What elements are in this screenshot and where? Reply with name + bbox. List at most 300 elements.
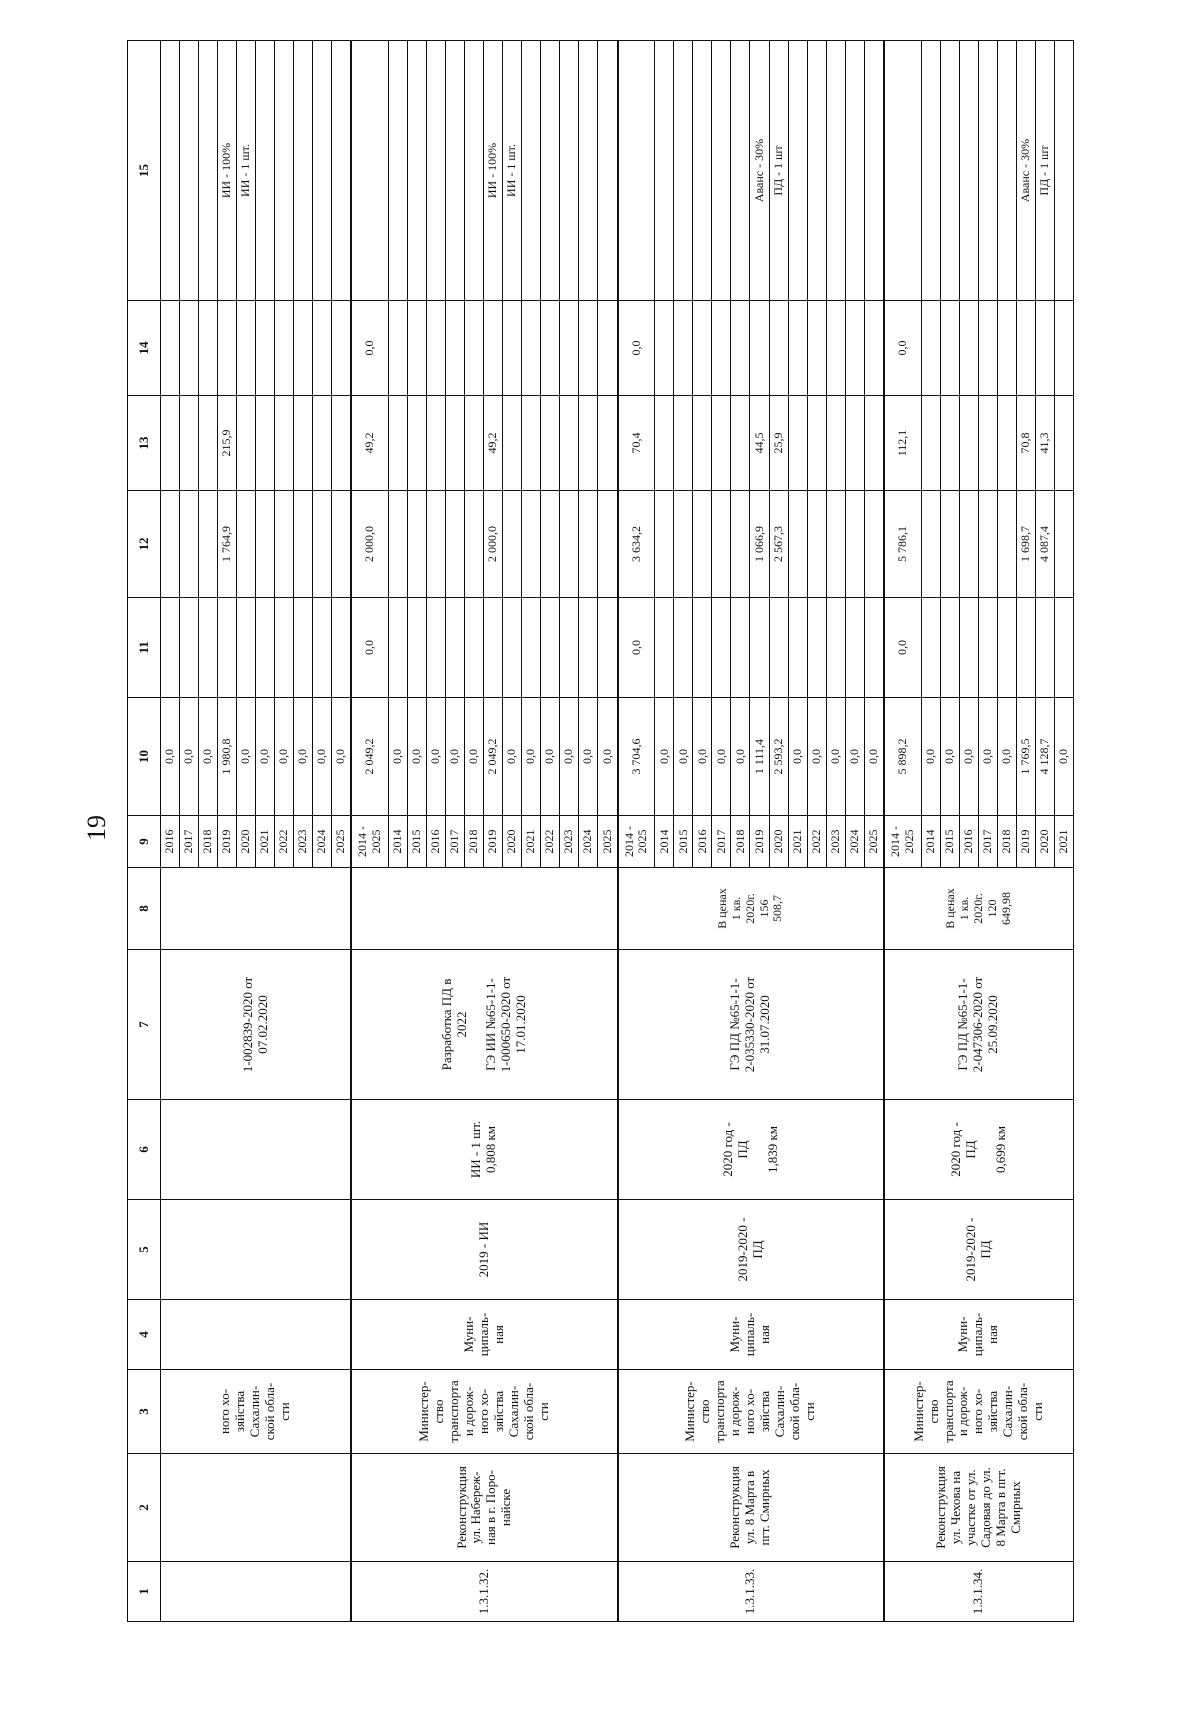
- note-cell: [161, 41, 180, 301]
- col14-cell: [598, 301, 618, 396]
- col12-cell: [826, 491, 845, 598]
- cost: В ценах 1 кв. 2020г. 156 508,7: [618, 868, 884, 950]
- year-cell: 2014: [921, 816, 940, 868]
- item-number: 1.3.1.34.: [884, 1562, 1074, 1622]
- year-cell: 2018: [465, 816, 484, 868]
- note-cell: [864, 41, 884, 301]
- note-cell: Аванс - 30%: [750, 41, 769, 301]
- total-col13-cell: 70,4: [618, 396, 655, 491]
- total-amount-cell: 2 049,2: [351, 698, 388, 816]
- note-cell: [256, 41, 275, 301]
- note-cell: [313, 41, 332, 301]
- col11-cell: [218, 598, 237, 698]
- col13-cell: 70,8: [1016, 396, 1035, 491]
- year-cell: 2019: [750, 816, 769, 868]
- year-cell: 2019: [484, 816, 503, 868]
- note-cell: [351, 41, 388, 301]
- col11-cell: [465, 598, 484, 698]
- amount-cell: 0,0: [332, 698, 352, 816]
- note-cell: [465, 41, 484, 301]
- col12-cell: [180, 491, 199, 598]
- year-cell: 2022: [541, 816, 560, 868]
- note-cell: [275, 41, 294, 301]
- col11-cell: [560, 598, 579, 698]
- col14-cell: [1054, 301, 1073, 396]
- col11-cell: [541, 598, 560, 698]
- col12-cell: [427, 491, 446, 598]
- year-cell: 2023: [826, 816, 845, 868]
- col14-cell: [731, 301, 750, 396]
- amount-cell: 0,0: [693, 698, 712, 816]
- col12-cell: [598, 491, 618, 598]
- amount-cell: 0,0: [997, 698, 1016, 816]
- year-cell: 2020: [769, 816, 788, 868]
- col11-cell: [522, 598, 541, 698]
- col12-cell: [921, 491, 940, 598]
- note-cell: [788, 41, 807, 301]
- col13-cell: [959, 396, 978, 491]
- col12-cell: 2 567,3: [769, 491, 788, 598]
- col14-cell: [997, 301, 1016, 396]
- col14-cell: [275, 301, 294, 396]
- col11-cell: [655, 598, 674, 698]
- col13-cell: [826, 396, 845, 491]
- item-number: [161, 1562, 352, 1622]
- amount-cell: 0,0: [275, 698, 294, 816]
- note-cell: [541, 41, 560, 301]
- col14-cell: [332, 301, 352, 396]
- year-cell: 2018: [199, 816, 218, 868]
- col14-cell: [560, 301, 579, 396]
- col14-cell: [674, 301, 693, 396]
- col14-cell: [256, 301, 275, 396]
- col11-cell: [256, 598, 275, 698]
- capacity: 2020 год - ПД 1,839 км: [618, 1100, 884, 1200]
- document: Разработка ПД в 2022 ГЭ ИИ №65-1-1- 1-000650-2020 от 17.01.2020: [351, 950, 617, 1100]
- col13-cell: [199, 396, 218, 491]
- total-col13-cell: 112,1: [884, 396, 921, 491]
- amount-cell: 0,0: [579, 698, 598, 816]
- col11-cell: [845, 598, 864, 698]
- table-row: [884, 41, 921, 1622]
- col13-cell: [161, 396, 180, 491]
- col11-cell: [1016, 598, 1035, 698]
- col-header: 12: [128, 491, 161, 598]
- note-cell: [618, 41, 655, 301]
- col12-cell: [332, 491, 352, 598]
- capacity: [161, 1100, 352, 1200]
- col14-cell: [427, 301, 446, 396]
- amount-cell: 0,0: [959, 698, 978, 816]
- item-name: Реконструкция ул. 8 Марта в пгт. Смирных: [618, 1454, 884, 1562]
- year-cell: 2017: [978, 816, 997, 868]
- year-cell: 2025: [332, 816, 352, 868]
- year-cell: 2023: [560, 816, 579, 868]
- col11-cell: [978, 598, 997, 698]
- year-cell: 2023: [294, 816, 313, 868]
- col14-cell: [788, 301, 807, 396]
- col14-cell: [940, 301, 959, 396]
- col13-cell: [997, 396, 1016, 491]
- col13-cell: [921, 396, 940, 491]
- col13-cell: [731, 396, 750, 491]
- note-cell: [807, 41, 826, 301]
- amount-cell: 0,0: [788, 698, 807, 816]
- col12-cell: [237, 491, 256, 598]
- col12-cell: [389, 491, 408, 598]
- year-cell: 2017: [712, 816, 731, 868]
- amount-cell: 0,0: [1054, 698, 1073, 816]
- col-header: 7: [128, 950, 161, 1100]
- total-col13-cell: 49,2: [351, 396, 388, 491]
- col14-cell: [864, 301, 884, 396]
- col13-cell: [598, 396, 618, 491]
- amount-cell: 0,0: [826, 698, 845, 816]
- year-cell: 2016: [959, 816, 978, 868]
- year-cell: 2024: [845, 816, 864, 868]
- document: 1-002839-2020 от 07.02.2020: [161, 950, 352, 1100]
- note-cell: ПД - 1 шт: [769, 41, 788, 301]
- col13-cell: 41,3: [1035, 396, 1054, 491]
- col14-cell: [389, 301, 408, 396]
- rotated-table-container: [127, 41, 1074, 1622]
- col13-cell: [389, 396, 408, 491]
- amount-cell: 0,0: [674, 698, 693, 816]
- amount-cell: 1 769,5: [1016, 698, 1035, 816]
- total-col14-cell: 0,0: [884, 301, 921, 396]
- cost: В ценах 1 кв. 2020г. 120 649,98: [884, 868, 1074, 950]
- col14-cell: [959, 301, 978, 396]
- year-cell: 2016: [693, 816, 712, 868]
- col12-cell: [408, 491, 427, 598]
- total-amount-cell: 3 704,6: [618, 698, 655, 816]
- col13-cell: [275, 396, 294, 491]
- col14-cell: [237, 301, 256, 396]
- col12-cell: 1 764,9: [218, 491, 237, 598]
- col12-cell: [465, 491, 484, 598]
- col13-cell: 49,2: [484, 396, 503, 491]
- year-cell: 2021: [788, 816, 807, 868]
- col14-cell: [180, 301, 199, 396]
- document: ГЭ ПД №65-1-1- 2-035330-2020 от 31.07.2020: [618, 950, 884, 1100]
- col12-cell: [674, 491, 693, 598]
- year-cell: 2021: [256, 816, 275, 868]
- note-cell: [598, 41, 618, 301]
- col14-cell: [503, 301, 522, 396]
- col12-cell: [161, 491, 180, 598]
- col14-cell: [921, 301, 940, 396]
- col12-cell: [275, 491, 294, 598]
- col11-cell: [446, 598, 465, 698]
- amount-cell: 0,0: [199, 698, 218, 816]
- col11-cell: [180, 598, 199, 698]
- amount-cell: 0,0: [256, 698, 275, 816]
- customer: ного хо- зяйства Сахалин- ской обла- сти: [161, 1370, 352, 1454]
- col13-cell: [465, 396, 484, 491]
- col12-cell: [864, 491, 884, 598]
- capacity: ИИ - 1 шт. 0,808 км: [351, 1100, 617, 1200]
- amount-cell: 1 111,4: [750, 698, 769, 816]
- amount-cell: 1 980,8: [218, 698, 237, 816]
- col13-cell: [522, 396, 541, 491]
- col12-cell: [446, 491, 465, 598]
- col11-cell: [712, 598, 731, 698]
- col-header: 15: [128, 41, 161, 301]
- item-name: Реконструкция ул. Чехова на участке от ул. Садовая до ул. 8 Марта в пгт. Смирных: [884, 1454, 1074, 1562]
- note-cell: Аванс - 30%: [1016, 41, 1035, 301]
- col-header: 6: [128, 1100, 161, 1200]
- col12-cell: [959, 491, 978, 598]
- col12-cell: [541, 491, 560, 598]
- year-cell: 2015: [408, 816, 427, 868]
- col11-cell: [826, 598, 845, 698]
- year-cell: 2017: [446, 816, 465, 868]
- col11-cell: [731, 598, 750, 698]
- note-cell: [674, 41, 693, 301]
- col11-cell: [161, 598, 180, 698]
- col12-cell: [978, 491, 997, 598]
- year-cell: 2021: [1054, 816, 1073, 868]
- year-cell: 2018: [997, 816, 1016, 868]
- col11-cell: [750, 598, 769, 698]
- table-row: [351, 41, 388, 1622]
- note-cell: [693, 41, 712, 301]
- year-cell: 2019: [1016, 816, 1035, 868]
- year-cell: 2020: [237, 816, 256, 868]
- col11-cell: [807, 598, 826, 698]
- col11-cell: [940, 598, 959, 698]
- amount-cell: 0,0: [712, 698, 731, 816]
- item-name: [161, 1454, 352, 1562]
- col14-cell: [769, 301, 788, 396]
- period: 2019-2020 - ПД: [884, 1200, 1074, 1300]
- amount-cell: 0,0: [237, 698, 256, 816]
- col11-cell: [959, 598, 978, 698]
- col14-cell: [1035, 301, 1054, 396]
- col14-cell: [693, 301, 712, 396]
- year-cell: 2017: [180, 816, 199, 868]
- table-row: [618, 41, 655, 1622]
- amount-cell: 0,0: [598, 698, 618, 816]
- amount-cell: 0,0: [560, 698, 579, 816]
- col13-cell: [693, 396, 712, 491]
- note-cell: [446, 41, 465, 301]
- col14-cell: [807, 301, 826, 396]
- col11-cell: [788, 598, 807, 698]
- col14-cell: [313, 301, 332, 396]
- col12-cell: 1 698,7: [1016, 491, 1035, 598]
- column-numbers-row: [128, 41, 161, 1622]
- note-cell: [712, 41, 731, 301]
- col11-cell: [313, 598, 332, 698]
- col14-cell: [712, 301, 731, 396]
- period: [161, 1200, 352, 1300]
- cost: [351, 868, 617, 950]
- col13-cell: [807, 396, 826, 491]
- col12-cell: [788, 491, 807, 598]
- period: 2019-2020 - ПД: [618, 1200, 884, 1300]
- col14-cell: [579, 301, 598, 396]
- note-cell: [427, 41, 446, 301]
- col13-cell: [427, 396, 446, 491]
- col12-cell: [807, 491, 826, 598]
- col11-cell: [769, 598, 788, 698]
- col11-cell: [1035, 598, 1054, 698]
- col13-cell: [940, 396, 959, 491]
- year-cell: 2022: [275, 816, 294, 868]
- col12-cell: [503, 491, 522, 598]
- amount-cell: 4 128,7: [1035, 698, 1054, 816]
- note-cell: ПД - 1 шт: [1035, 41, 1054, 301]
- col13-cell: [408, 396, 427, 491]
- col12-cell: [522, 491, 541, 598]
- note-cell: [655, 41, 674, 301]
- total-year-cell: 2014 - 2025: [351, 816, 388, 868]
- col13-cell: [446, 396, 465, 491]
- col-header: 2: [128, 1454, 161, 1562]
- note-cell: [180, 41, 199, 301]
- note-cell: ИИ - 100%: [484, 41, 503, 301]
- note-cell: [199, 41, 218, 301]
- col-header: 8: [128, 868, 161, 950]
- col14-cell: [750, 301, 769, 396]
- year-cell: 2014: [655, 816, 674, 868]
- amount-cell: 0,0: [655, 698, 674, 816]
- col13-cell: [864, 396, 884, 491]
- amount-cell: 0,0: [294, 698, 313, 816]
- col13-cell: 25,9: [769, 396, 788, 491]
- amount-cell: 0,0: [940, 698, 959, 816]
- year-cell: 2024: [313, 816, 332, 868]
- col11-cell: [921, 598, 940, 698]
- amount-cell: 2 049,2: [484, 698, 503, 816]
- col-header: 11: [128, 598, 161, 698]
- col14-cell: [826, 301, 845, 396]
- col12-cell: 4 087,4: [1035, 491, 1054, 598]
- customer: Министер- ство транспорта и дорож- ного хо- зяйства Сахалин- ской обла- сти: [351, 1370, 617, 1454]
- col11-cell: [484, 598, 503, 698]
- year-cell: 2020: [503, 816, 522, 868]
- amount-cell: 2 593,2: [769, 698, 788, 816]
- col12-cell: 1 066,9: [750, 491, 769, 598]
- amount-cell: 0,0: [845, 698, 864, 816]
- col14-cell: [218, 301, 237, 396]
- col-header: 3: [128, 1370, 161, 1454]
- col14-cell: [1016, 301, 1035, 396]
- amount-cell: 0,0: [161, 698, 180, 816]
- col11-cell: [427, 598, 446, 698]
- note-cell: [389, 41, 408, 301]
- col14-cell: [484, 301, 503, 396]
- table-row: [161, 41, 180, 1622]
- total-col14-cell: 0,0: [618, 301, 655, 396]
- note-cell: [332, 41, 352, 301]
- amount-cell: 0,0: [522, 698, 541, 816]
- col13-cell: [332, 396, 352, 491]
- note-cell: [978, 41, 997, 301]
- year-cell: 2016: [427, 816, 446, 868]
- note-cell: [579, 41, 598, 301]
- amount-cell: 0,0: [465, 698, 484, 816]
- capacity: 2020 год - ПД 0,699 км: [884, 1100, 1074, 1200]
- amount-cell: 0,0: [541, 698, 560, 816]
- table-body: [161, 41, 1074, 1622]
- year-cell: 2014: [389, 816, 408, 868]
- col12-cell: [655, 491, 674, 598]
- col11-cell: [389, 598, 408, 698]
- col-header: 1: [128, 1562, 161, 1622]
- cost: [161, 868, 352, 950]
- col-header: 13: [128, 396, 161, 491]
- amount-cell: 0,0: [864, 698, 884, 816]
- total-col12-cell: 5 786,1: [884, 491, 921, 598]
- col14-cell: [161, 301, 180, 396]
- col13-cell: [313, 396, 332, 491]
- col12-cell: [313, 491, 332, 598]
- col11-cell: [579, 598, 598, 698]
- note-cell: [826, 41, 845, 301]
- col13-cell: [1054, 396, 1073, 491]
- note-cell: [921, 41, 940, 301]
- note-cell: [294, 41, 313, 301]
- col12-cell: [712, 491, 731, 598]
- col12-cell: [1054, 491, 1073, 598]
- customer: Министер- ство транспорта и дорож- ного хо- зяйства Сахалин- ской обла- сти: [884, 1370, 1074, 1454]
- col12-cell: [294, 491, 313, 598]
- year-cell: 2021: [522, 816, 541, 868]
- item-number: 1.3.1.32.: [351, 1562, 617, 1622]
- total-col11-cell: 0,0: [884, 598, 921, 698]
- note-cell: [884, 41, 921, 301]
- program-table: [127, 40, 1074, 1622]
- col-header: 9: [128, 816, 161, 868]
- year-cell: 2022: [807, 816, 826, 868]
- col-header: 4: [128, 1300, 161, 1370]
- period: 2019 - ИИ: [351, 1200, 617, 1300]
- col12-cell: [560, 491, 579, 598]
- year-cell: 2025: [864, 816, 884, 868]
- col11-cell: [332, 598, 352, 698]
- col12-cell: [997, 491, 1016, 598]
- amount-cell: 0,0: [978, 698, 997, 816]
- col13-cell: [579, 396, 598, 491]
- note-cell: [1054, 41, 1073, 301]
- total-col14-cell: 0,0: [351, 301, 388, 396]
- ownership: Муни- ципаль- ная: [618, 1300, 884, 1370]
- year-cell: 2015: [940, 816, 959, 868]
- customer: Министер- ство транспорта и дорож- ного хо- зяйства Сахалин- ской обла- сти: [618, 1370, 884, 1454]
- note-cell: [959, 41, 978, 301]
- year-cell: 2024: [579, 816, 598, 868]
- col14-cell: [541, 301, 560, 396]
- amount-cell: 0,0: [180, 698, 199, 816]
- col14-cell: [655, 301, 674, 396]
- col12-cell: [940, 491, 959, 598]
- col12-cell: [199, 491, 218, 598]
- col11-cell: [864, 598, 884, 698]
- col12-cell: [579, 491, 598, 598]
- year-cell: 2018: [731, 816, 750, 868]
- col14-cell: [522, 301, 541, 396]
- col11-cell: [1054, 598, 1073, 698]
- amount-cell: 0,0: [408, 698, 427, 816]
- col13-cell: 215,9: [218, 396, 237, 491]
- col11-cell: [408, 598, 427, 698]
- col13-cell: [712, 396, 731, 491]
- col11-cell: [674, 598, 693, 698]
- col11-cell: [503, 598, 522, 698]
- col11-cell: [997, 598, 1016, 698]
